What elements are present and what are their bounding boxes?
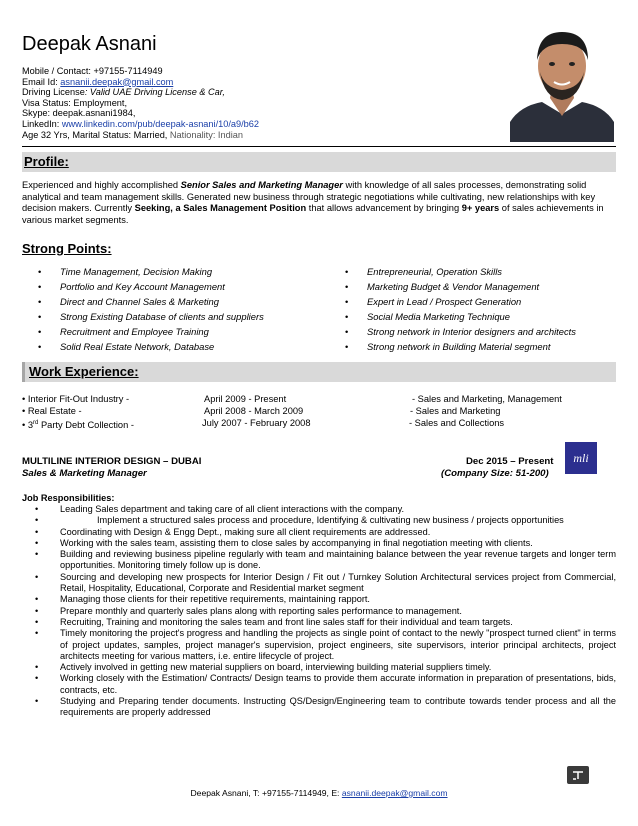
we-period: April 2008 - March 2009 — [204, 406, 304, 416]
list-item: • Coordinating with Design & Engg Dept., making sure all client requirements are addressed. — [22, 527, 616, 538]
linkedin-link[interactable]: www.linkedin.com/pub/deepak-asnani/10/a9/b62 — [61, 118, 259, 129]
email-link[interactable]: asnanii.deepak@gmail.com — [60, 76, 174, 87]
company-logo: mli — [565, 442, 597, 474]
list-item: • Marketing Budget & Vendor Management — [345, 279, 576, 294]
profile-summary: Experienced and highly accomplished Senior Sales and Marketing Manager with knowledge of all sales processes, demonstrating solid analytical and team management skills. Generated new business through strategic negotiations while cultivating, new relationships with key decision makers. Currently Seeking, a Sales Management Position that allows advancement by bringing 9+ years of sales achievements in various market segments. — [22, 180, 604, 225]
list-item: • Managing those clients for their repetitive requirements, maintaining rapport. — [22, 594, 616, 605]
strong-points-left — [38, 264, 264, 354]
list-item: • Time Management, Decision Making — [38, 264, 264, 279]
profile-photo — [510, 18, 614, 142]
list-item: • Strong network in Interior designers and architects — [345, 324, 576, 339]
list-item: • Working closely with the Estimation/ Contracts/ Design teams to provide them accurate information in preparation of presentations, bids, contracts, etc. — [22, 673, 616, 696]
linkedin-line: LinkedIn: www.linkedin.com/pub/deepak-asnani/10/a9/b62 — [22, 118, 259, 129]
skype: Skype: deepak.asnani1984, — [22, 108, 136, 119]
list-item: • Sourcing and developing new prospects for Interior Design / Fit out / Turnkey Solution Architectural services project from Commercial, Retail, Hospitality, Educational, Corporate and Residential market segment — [22, 572, 616, 595]
strong-points-right — [345, 264, 576, 354]
we-sector: • 3rd Party Debt Collection - — [22, 420, 134, 431]
company-size: (Company Size: 51-200) — [441, 468, 549, 479]
job-dates: Dec 2015 – Present — [466, 456, 554, 467]
list-item: • Entrepreneurial, Operation Skills — [345, 264, 576, 279]
we-role: - Sales and Collections — [409, 418, 505, 428]
list-item: • Studying and Preparing tender documents. Instructing QS/Design/Engineering team to contribute towards tender process and all the requirements are properly addressed — [22, 696, 616, 719]
email-line: Email Id: asnanii.deepak@gmail.com — [22, 76, 174, 87]
list-item: • Solid Real Estate Network, Database — [38, 339, 264, 354]
list-item: • Working with the sales team, assisting them to close sales by accompanying in final negotiation meeting with clients. — [22, 538, 616, 549]
we-role: - Sales and Marketing — [410, 406, 501, 416]
job-title: Sales & Marketing Manager — [22, 468, 147, 479]
responsibilities-list — [22, 504, 616, 719]
we-role: - Sales and Marketing, Management — [412, 394, 562, 404]
we-period: April 2009 - Present — [204, 394, 287, 404]
candidate-name: Deepak Asnani — [22, 33, 157, 55]
company-name: MULTILINE INTERIOR DESIGN – DUBAI — [22, 456, 202, 467]
list-item: • Social Media Marketing Technique — [345, 309, 576, 324]
header-divider — [22, 146, 616, 147]
footer-email-link[interactable]: asnanii.deepak@gmail.com — [341, 788, 448, 798]
age-line: Age 32 Yrs, Marital Status: Married, Nationality: Indian — [22, 129, 243, 140]
list-item: • Implement a structured sales process and procedure, Identifying & cultivating new business / projects opportunities — [22, 515, 616, 526]
list-item: • Recruitment and Employee Training — [38, 324, 264, 339]
responsibilities-heading: Job Responsibilities: — [22, 493, 115, 503]
we-sector: • Real Estate - — [22, 406, 82, 416]
list-item: • Strong Existing Database of clients and suppliers — [38, 309, 264, 324]
list-item: • Strong network in Building Material segment — [345, 339, 576, 354]
list-item: • Recruiting, Training and monitoring the sales team and front line sales staff for their individual and team targets. — [22, 617, 616, 628]
list-item: • Direct and Channel Sales & Marketing — [38, 294, 264, 309]
list-item: • Expert in Lead / Prospect Generation — [345, 294, 576, 309]
corner-logo-icon — [567, 766, 589, 784]
visa-status: Visa Status: Employment, — [22, 97, 128, 108]
list-item: • Leading Sales department and taking care of all client interactions with the company. — [22, 504, 616, 515]
work-experience-heading: Work Experience: — [22, 362, 616, 382]
strong-points-heading: Strong Points: — [22, 241, 112, 256]
contact-details — [22, 66, 352, 140]
profile-heading: Profile: — [22, 152, 616, 172]
list-item: • Portfolio and Key Account Management — [38, 279, 264, 294]
we-sector: • Interior Fit-Out Industry - — [22, 394, 130, 404]
page-footer: Deepak Asnani, T: +97155-7114949, E: asnanii.deepak@gmail.com — [190, 788, 448, 798]
list-item: • Building and reviewing business pipeline regularly with team and maintaining balance between the year revenue targets and longer term opportunities. Monitoring timely follow up is done. — [22, 549, 616, 572]
license-line: Driving License: Valid UAE Driving License & Car, — [22, 87, 225, 98]
list-item: • Timely monitoring the project's progress and handling the projects as single point of contact to the newly "prospect turned client" in terms of project updates, samples, project manager's supervision, project engineers, site supervisors, interior principal architects, project architects meeting for various matters, i.e. entire lifecycle of project. — [22, 628, 616, 662]
list-item: • Actively involved in getting new material suppliers on board, interviewing building material suppliers timely. — [22, 662, 616, 673]
list-item: • Prepare monthly and quarterly sales plans along with reporting sales performance to management. — [22, 606, 616, 617]
mobile: Mobile / Contact: +97155-7114949 — [22, 66, 163, 76]
we-period: July 2007 - February 2008 — [202, 418, 311, 428]
